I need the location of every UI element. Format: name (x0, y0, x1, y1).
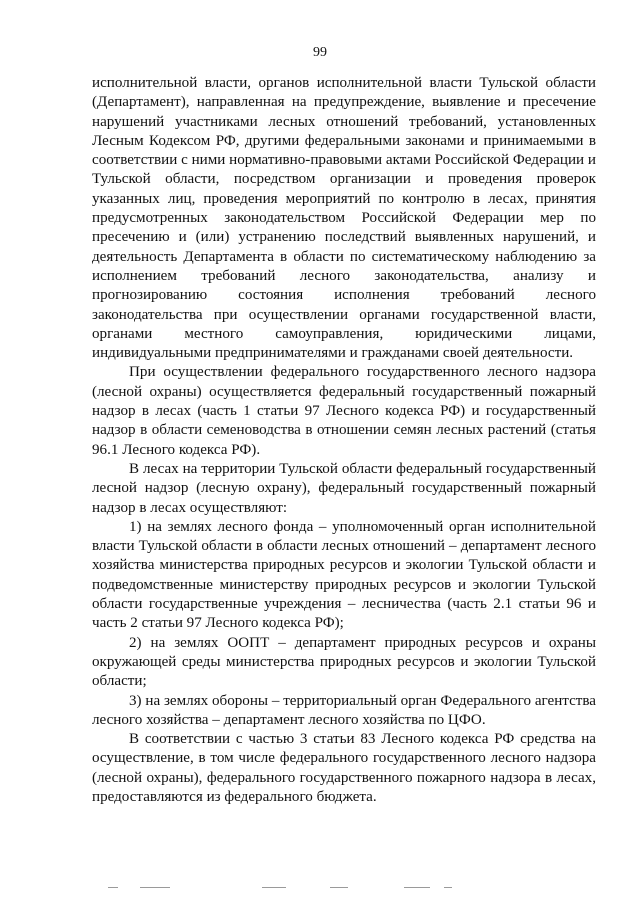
paragraph: При осуществлении федерального государственного лесного надзора (лесной охраны) осуществляется федеральный государственный пожарный надзор в лесах (часть 1 статьи 97 Лесного кодекса РФ) и государственный надзор в области семеноводства в отношении семян лесных растений (статья 96.1 Лесного кодекса РФ). (92, 364, 596, 458)
scan-mark (404, 887, 430, 888)
scan-mark (444, 887, 452, 888)
list-item: 1) на землях лесного фонда – уполномоченный орган исполнительной власти Тульской области в области лесных отношений – департамент лесного хозяйства министерства природных ресурсов и экологии Тульской области и подведомственные министерству природных ресурсов и экологии Тульской области государственные учреждения – лесничества (часть 2.1 статьи 96 и часть 2 статьи 97 Лесного кодекса РФ); (92, 518, 596, 632)
body-text (92, 74, 596, 807)
list-item: 2) на землях ООПТ – департамент природных ресурсов и охраны окружающей среды министерства природных ресурсов и экологии Тульской области; (92, 634, 596, 690)
paragraph: В лесах на территории Тульской области федеральный государственный лесной надзор (лесную охрану), федеральный государственный пожарный надзор в лесах осуществляют: (92, 460, 596, 516)
scan-mark (330, 887, 348, 888)
list-item: 3) на землях обороны – территориальный орган Федерального агентства лесного хозяйства – департамент лесного хозяйства по ЦФО. (92, 692, 596, 728)
scan-mark (140, 887, 170, 888)
page-number: 99 (313, 45, 327, 60)
scan-mark (108, 887, 118, 888)
paragraph: В соответствии с частью 3 статьи 83 Лесного кодекса РФ средства на осуществление, в том числе федерального государственного лесного надзора (лесной охраны), федерального государственного пожарного надзора в лесах, предоставляются из федерального бюджета. (92, 731, 596, 805)
paragraph-continuation: исполнительной власти, органов исполнительной власти Тульской области (Департамент), направленная на предупреждение, выявление и пресечение нарушений участниками лесных отношений требований, установленных Лесным Кодексом РФ, другими федеральными законами и принимаемыми в соответствии с ними нормативно-правовыми актами Российской Федерации и Тульской области, посредством организации и проведения проверок указанных лиц, проведения мероприятий по контролю в лесах, принятия предусмотренных законодательством Российской Федерации мер по пресечению и (или) устранению последствий выявленных нарушений, и деятельность Департамента в области по систематическому наблюдению за исполнением требований лесного законодательства, анализу и прогнозированию состояния исполнения требований лесного законодательства при осуществлении органами государственной власти, органами местного самоуправления, юридическими лицами, индивидуальными предпринимателями и гражданами своей деятельности. (92, 75, 596, 362)
scan-mark (262, 887, 286, 888)
scan-artifacts (0, 884, 640, 892)
